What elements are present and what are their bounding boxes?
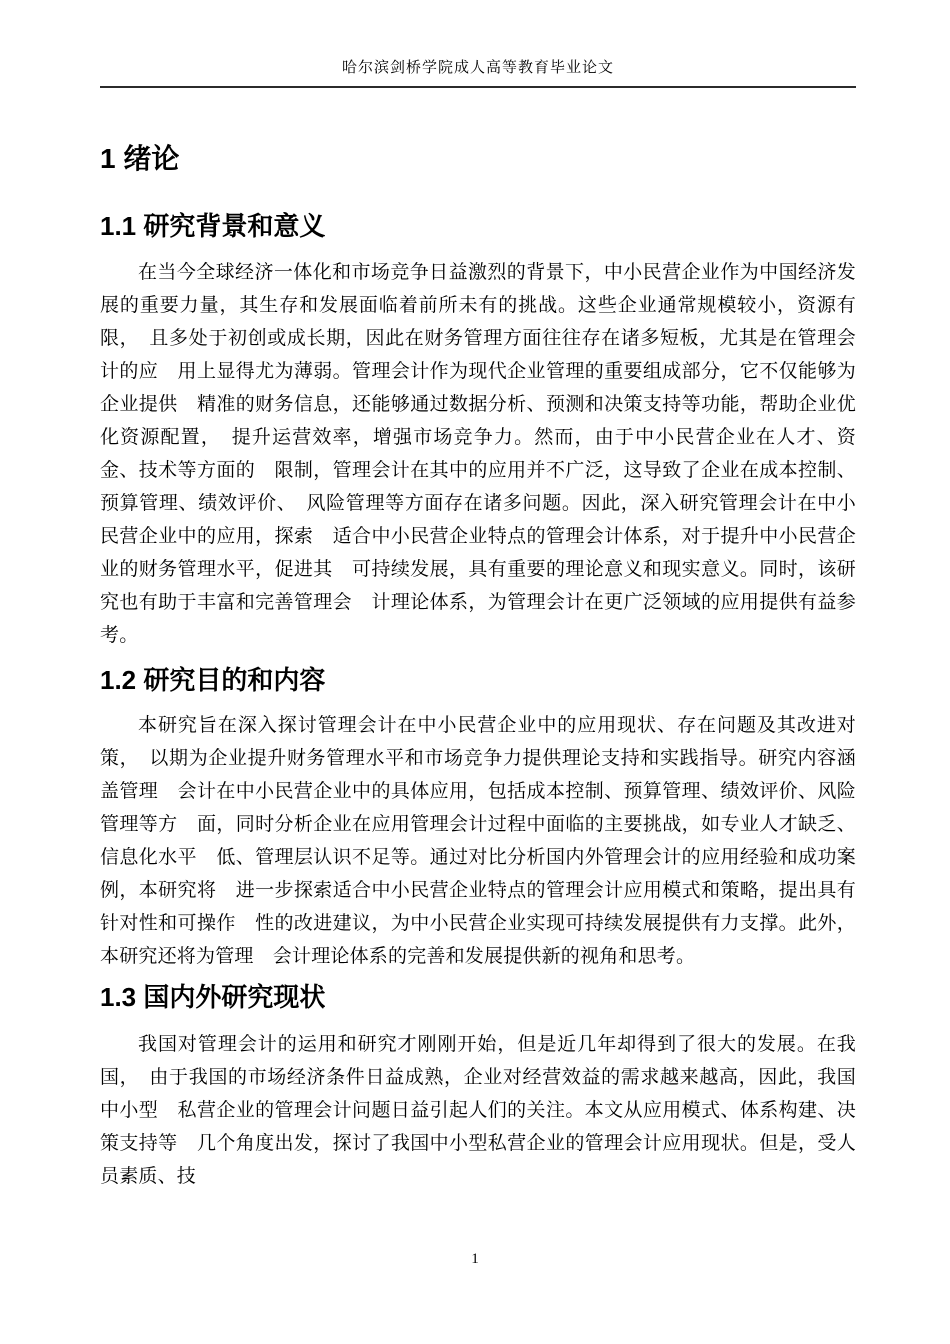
page-number: 1 <box>471 1251 479 1267</box>
section-heading-1-2: 1.2 研究目的和内容 <box>100 665 326 696</box>
section-heading-1-3: 1.3 国内外研究现状 <box>100 981 326 1012</box>
section-heading-1-1: 1.1 研究背景和意义 <box>100 210 326 241</box>
paragraph-research-background: 在当今全球经济一体化和市场竞争日益激烈的背景下，中小民营企业作为中国经济发展的重要力量，其生存和发展面临着前所未有的挑战。这些企业通常规模较小，资源有限， 且多处于初创或成长期，因此在财务管理方面往往存在诸多短板，尤其是在管理会计的应 用上显得尤为薄弱。管理会计作为现代企业管理的重要组成部分，它不仅能够为企业提供 精准的财务信息，还能够通过数据分析、预测和决策支持等功能，帮助企业优化资源配置， 提升运营效率，增强市场竞争力。然而，由于中小民营企业在人才、资金、技术等方面的 限制，管理会计在其中的应用并不广泛，这导致了企业在成本控制、预算管理、绩效评价、 风险管理等方面存在诸多问题。因此，深入研究管理会计在中小民营企业中的应用，探索 适合中小民营企业特点的管理会计体系，对于提升中小民营企业的财务管理水平，促进其 可持续发展，具有重要的理论意义和现实意义。同时，该研究也有助于丰富和完善管理会 计理论体系，为管理会计在更广泛领域的应用提供有益参考。 <box>100 262 856 647</box>
paragraph-research-purpose: 本研究旨在深入探讨管理会计在中小民营企业中的应用现状、存在问题及其改进对策， 以期为企业提升财务管理水平和市场竞争力提供理论支持和实践指导。研究内容涵盖管理 会计在中小民营企业中的具体应用，包括成本控制、预算管理、绩效评价、风险管理等方 面，同时分析企业在应用管理会计过程中面临的主要挑战，如专业人才缺乏、信息化水平 低、管理层认识不足等。通过对比分析国内外管理会计的应用经验和成功案例，本研究将 进一步探索适合中小民营企业特点的管理会计应用模式和策略，提出具有针对性和可操作 性的改进建议，为中小民营企业实现可持续发展提供有力支撑。此外，本研究还将为管理 会计理论体系的完善和发展提供新的视角和思考。 <box>100 714 856 967</box>
page-header-text: 哈尔滨剑桥学院成人高等教育毕业论文 <box>341 60 614 76</box>
chapter-heading: 1 绪论 <box>100 143 180 174</box>
page-header <box>100 58 856 88</box>
paragraph-research-status: 我国对管理会计的运用和研究才刚刚开始，但是近几年却得到了很大的发展。在我国， 由于我国的市场经济条件日益成熟，企业对经营效益的需求越来越高，因此，我国中小型 私营企业的管理会计问题日益引起人们的关注。本文从应用模式、体系构建、决策支持等 几个角度出发，探讨了我国中小型私营企业的管理会计应用现状。但是，受人员素质、技 <box>100 1034 856 1188</box>
